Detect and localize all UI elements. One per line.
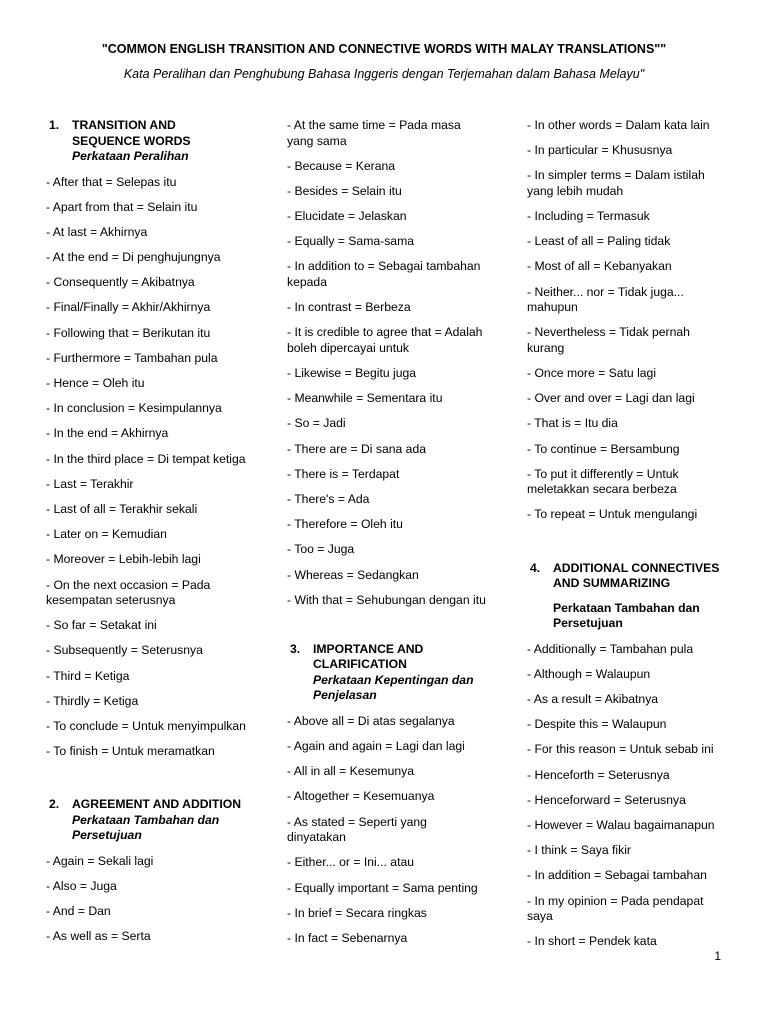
- list-item: - Additionally = Tambahan pula: [527, 641, 694, 656]
- list-item: - Equally important = Sama penting: [287, 880, 478, 895]
- list-item: - In conclusion = Kesimpulannya: [46, 401, 222, 416]
- list-item: - Nevertheless = Tidak pernah kurang: [527, 325, 690, 355]
- list-item: - In particular = Khususnya: [527, 143, 673, 158]
- list-item: - Later on = Kemudian: [46, 527, 167, 542]
- list-item: - In addition = Sebagai tambahan: [527, 868, 707, 883]
- list-item: - All in all = Kesemunya: [287, 764, 415, 779]
- list-item: - To finish = Untuk meramatkan: [46, 744, 215, 759]
- list-item: - Following that = Berikutan itu: [46, 325, 211, 340]
- list-item: - That is = Itu dia: [527, 416, 618, 431]
- list-item: - Apart from that = Selain itu: [46, 199, 198, 214]
- list-item: - Over and over = Lagi dan lagi: [527, 391, 695, 406]
- list-item: - Henceforward = Seterusnya: [527, 792, 686, 807]
- list-item: - In addition to = Sebagai tambahan kepada: [287, 259, 481, 289]
- section-title: AGREEMENT AND ADDITION: [72, 797, 242, 812]
- list-item: - Including = Termasuk: [527, 209, 650, 224]
- list-item: - Consequently = Akibatnya: [46, 275, 195, 290]
- list-item: - On the next occasion = Pada kesempatan seterusnya: [46, 577, 211, 607]
- list-item: - Furthermore = Tambahan pula: [46, 350, 218, 365]
- list-item: - Last = Terakhir: [46, 476, 134, 491]
- list-item: - Above all = Di atas segalanya: [287, 713, 455, 728]
- section-3-list-continued: [527, 118, 727, 523]
- list-item: - And = Dan: [46, 904, 111, 919]
- section-1-list: [46, 175, 246, 760]
- column-3: [527, 118, 727, 959]
- section-2-list-continued: [287, 118, 487, 608]
- list-item: - In the end = Akhirnya: [46, 426, 169, 441]
- list-item: - As a result = Akibatnya: [527, 692, 659, 706]
- list-item: - At the same time = Pada masa yang sama: [287, 118, 461, 148]
- section-subtitle: Perkataan Kepentingan dan Penjelasan: [313, 672, 474, 703]
- list-item: - Once more = Satu lagi: [527, 366, 657, 380]
- list-item: - There's = Ada: [287, 491, 370, 506]
- section-2-list: [46, 854, 246, 945]
- list-item: - So = Jadi: [287, 416, 346, 431]
- list-item: - To repeat = Untuk mengulangi: [527, 507, 698, 522]
- list-item: - Equally = Sama-sama: [287, 234, 415, 249]
- document-subtitle: Kata Peralihan dan Penghubung Bahasa Inggeris dengan Terjemahan dalam Bahasa Melayu": [123, 67, 645, 81]
- list-item: - After that = Selepas itu: [46, 174, 177, 189]
- list-item: - As stated = Seperti yang dinyatakan: [287, 814, 427, 845]
- list-item: - Therefore = Oleh itu: [287, 517, 403, 532]
- list-item: - However = Walau bagaimanapun: [527, 817, 715, 832]
- section-3-list: [287, 714, 487, 947]
- list-item: - At last = Akhirnya: [46, 224, 148, 239]
- list-item: - Neither... nor = Tidak juga... mahupun: [527, 284, 684, 315]
- list-item: - Third = Ketiga: [46, 668, 130, 683]
- list-item: - For this reason = Untuk sebab ini: [527, 742, 714, 757]
- list-item: - Elucidate = Jelaskan: [287, 209, 407, 224]
- list-item: - To put it differently = Untuk meletakkan secara berbeza: [527, 466, 679, 497]
- list-item: - So far = Setakat ini: [46, 618, 157, 633]
- list-item: - Despite this = Walaupun: [527, 717, 667, 732]
- list-item: - In other words = Dalam kata lain: [527, 118, 710, 132]
- section-title: ADDITIONAL CONNECTIVES AND SUMMARIZING: [553, 560, 720, 591]
- section-title: TRANSITION AND SEQUENCE WORDS: [72, 118, 191, 148]
- list-item: - Final/Finally = Akhir/Akhirnya: [46, 300, 211, 315]
- list-item: - Thirdly = Ketiga: [46, 693, 139, 708]
- list-item: - Also = Juga: [46, 879, 117, 893]
- list-item: - To conclude = Untuk menyimpulkan: [46, 718, 246, 733]
- list-item: - There is = Terdapat: [287, 466, 400, 481]
- list-item: - In brief = Secara ringkas: [287, 905, 427, 920]
- list-item: - In short = Pendek kata: [527, 934, 657, 949]
- list-item: - In contrast = Berbeza: [287, 300, 411, 315]
- list-item: - At the end = Di penghujungnya: [46, 250, 221, 265]
- section-4-list: [527, 642, 727, 950]
- section-number: 2.: [49, 797, 60, 812]
- document-title: "COMMON ENGLISH TRANSITION AND CONNECTIVE WORDS WITH MALAY TRANSLATIONS"": [101, 42, 667, 56]
- list-item: - In simpler terms = Dalam istilah yang lebih mudah: [527, 168, 705, 198]
- list-item: - It is credible to agree that = Adalah boleh dipercayai untuk: [287, 325, 483, 355]
- list-item: - Henceforth = Seterusnya: [527, 767, 670, 782]
- list-item: - Altogether = Kesemuanya: [287, 789, 435, 804]
- list-item: - Either... or = Ini... atau: [287, 855, 415, 870]
- section-title: IMPORTANCE AND CLARIFICATION: [313, 641, 424, 672]
- section-subtitle: Perkataan Peralihan: [72, 149, 189, 163]
- list-item: - Most of all = Kebanyakan: [527, 259, 672, 274]
- section-subtitle: Perkataan Tambahan dan Persetujuan: [553, 600, 700, 631]
- list-item: - With that = Sehubungan dengan itu: [287, 592, 486, 607]
- list-item: - Subsequently = Seterusnya: [46, 643, 203, 658]
- section-number: 1.: [49, 118, 60, 132]
- column-2: [287, 118, 487, 956]
- list-item: - There are = Di sana ada: [287, 441, 426, 456]
- list-item: - To continue = Bersambung: [527, 441, 680, 456]
- list-item: - Meanwhile = Sementara itu: [287, 391, 443, 406]
- section-3-heading: [287, 642, 487, 704]
- section-number: 4.: [530, 560, 541, 575]
- section-4-heading: [527, 561, 727, 632]
- list-item: - As well as = Serta: [46, 929, 151, 944]
- column-1: [46, 118, 246, 955]
- section-1-heading: [46, 118, 246, 165]
- list-item: - Although = Walaupun: [527, 666, 651, 681]
- list-item: - Likewise = Begitu juga: [287, 366, 417, 380]
- list-item: - Hence = Oleh itu: [46, 376, 145, 390]
- list-item: - I think = Saya fikir: [527, 843, 631, 858]
- list-item: - Again = Sekali lagi: [46, 853, 154, 868]
- list-item: - Besides = Selain itu: [287, 183, 402, 198]
- list-item: - Because = Kerana: [287, 158, 396, 173]
- list-item: - Last of all = Terakhir sekali: [46, 501, 198, 516]
- list-item: - Again and again = Lagi dan lagi: [287, 739, 465, 754]
- list-item: - Least of all = Paling tidak: [527, 234, 671, 249]
- page-number: 1: [714, 949, 721, 963]
- list-item: - In fact = Sebenarnya: [287, 930, 408, 945]
- list-item: - Too = Juga: [287, 542, 355, 557]
- list-item: - In my opinion = Pada pendapat saya: [527, 893, 704, 923]
- list-item: - In the third place = Di tempat ketiga: [46, 451, 246, 466]
- section-2-heading: [46, 797, 246, 844]
- list-item: - Moreover = Lebih-lebih lagi: [46, 552, 201, 567]
- section-subtitle: Perkataan Tambahan dan Persetujuan: [72, 812, 220, 843]
- section-number: 3.: [290, 641, 301, 656]
- list-item: - Whereas = Sedangkan: [287, 567, 419, 582]
